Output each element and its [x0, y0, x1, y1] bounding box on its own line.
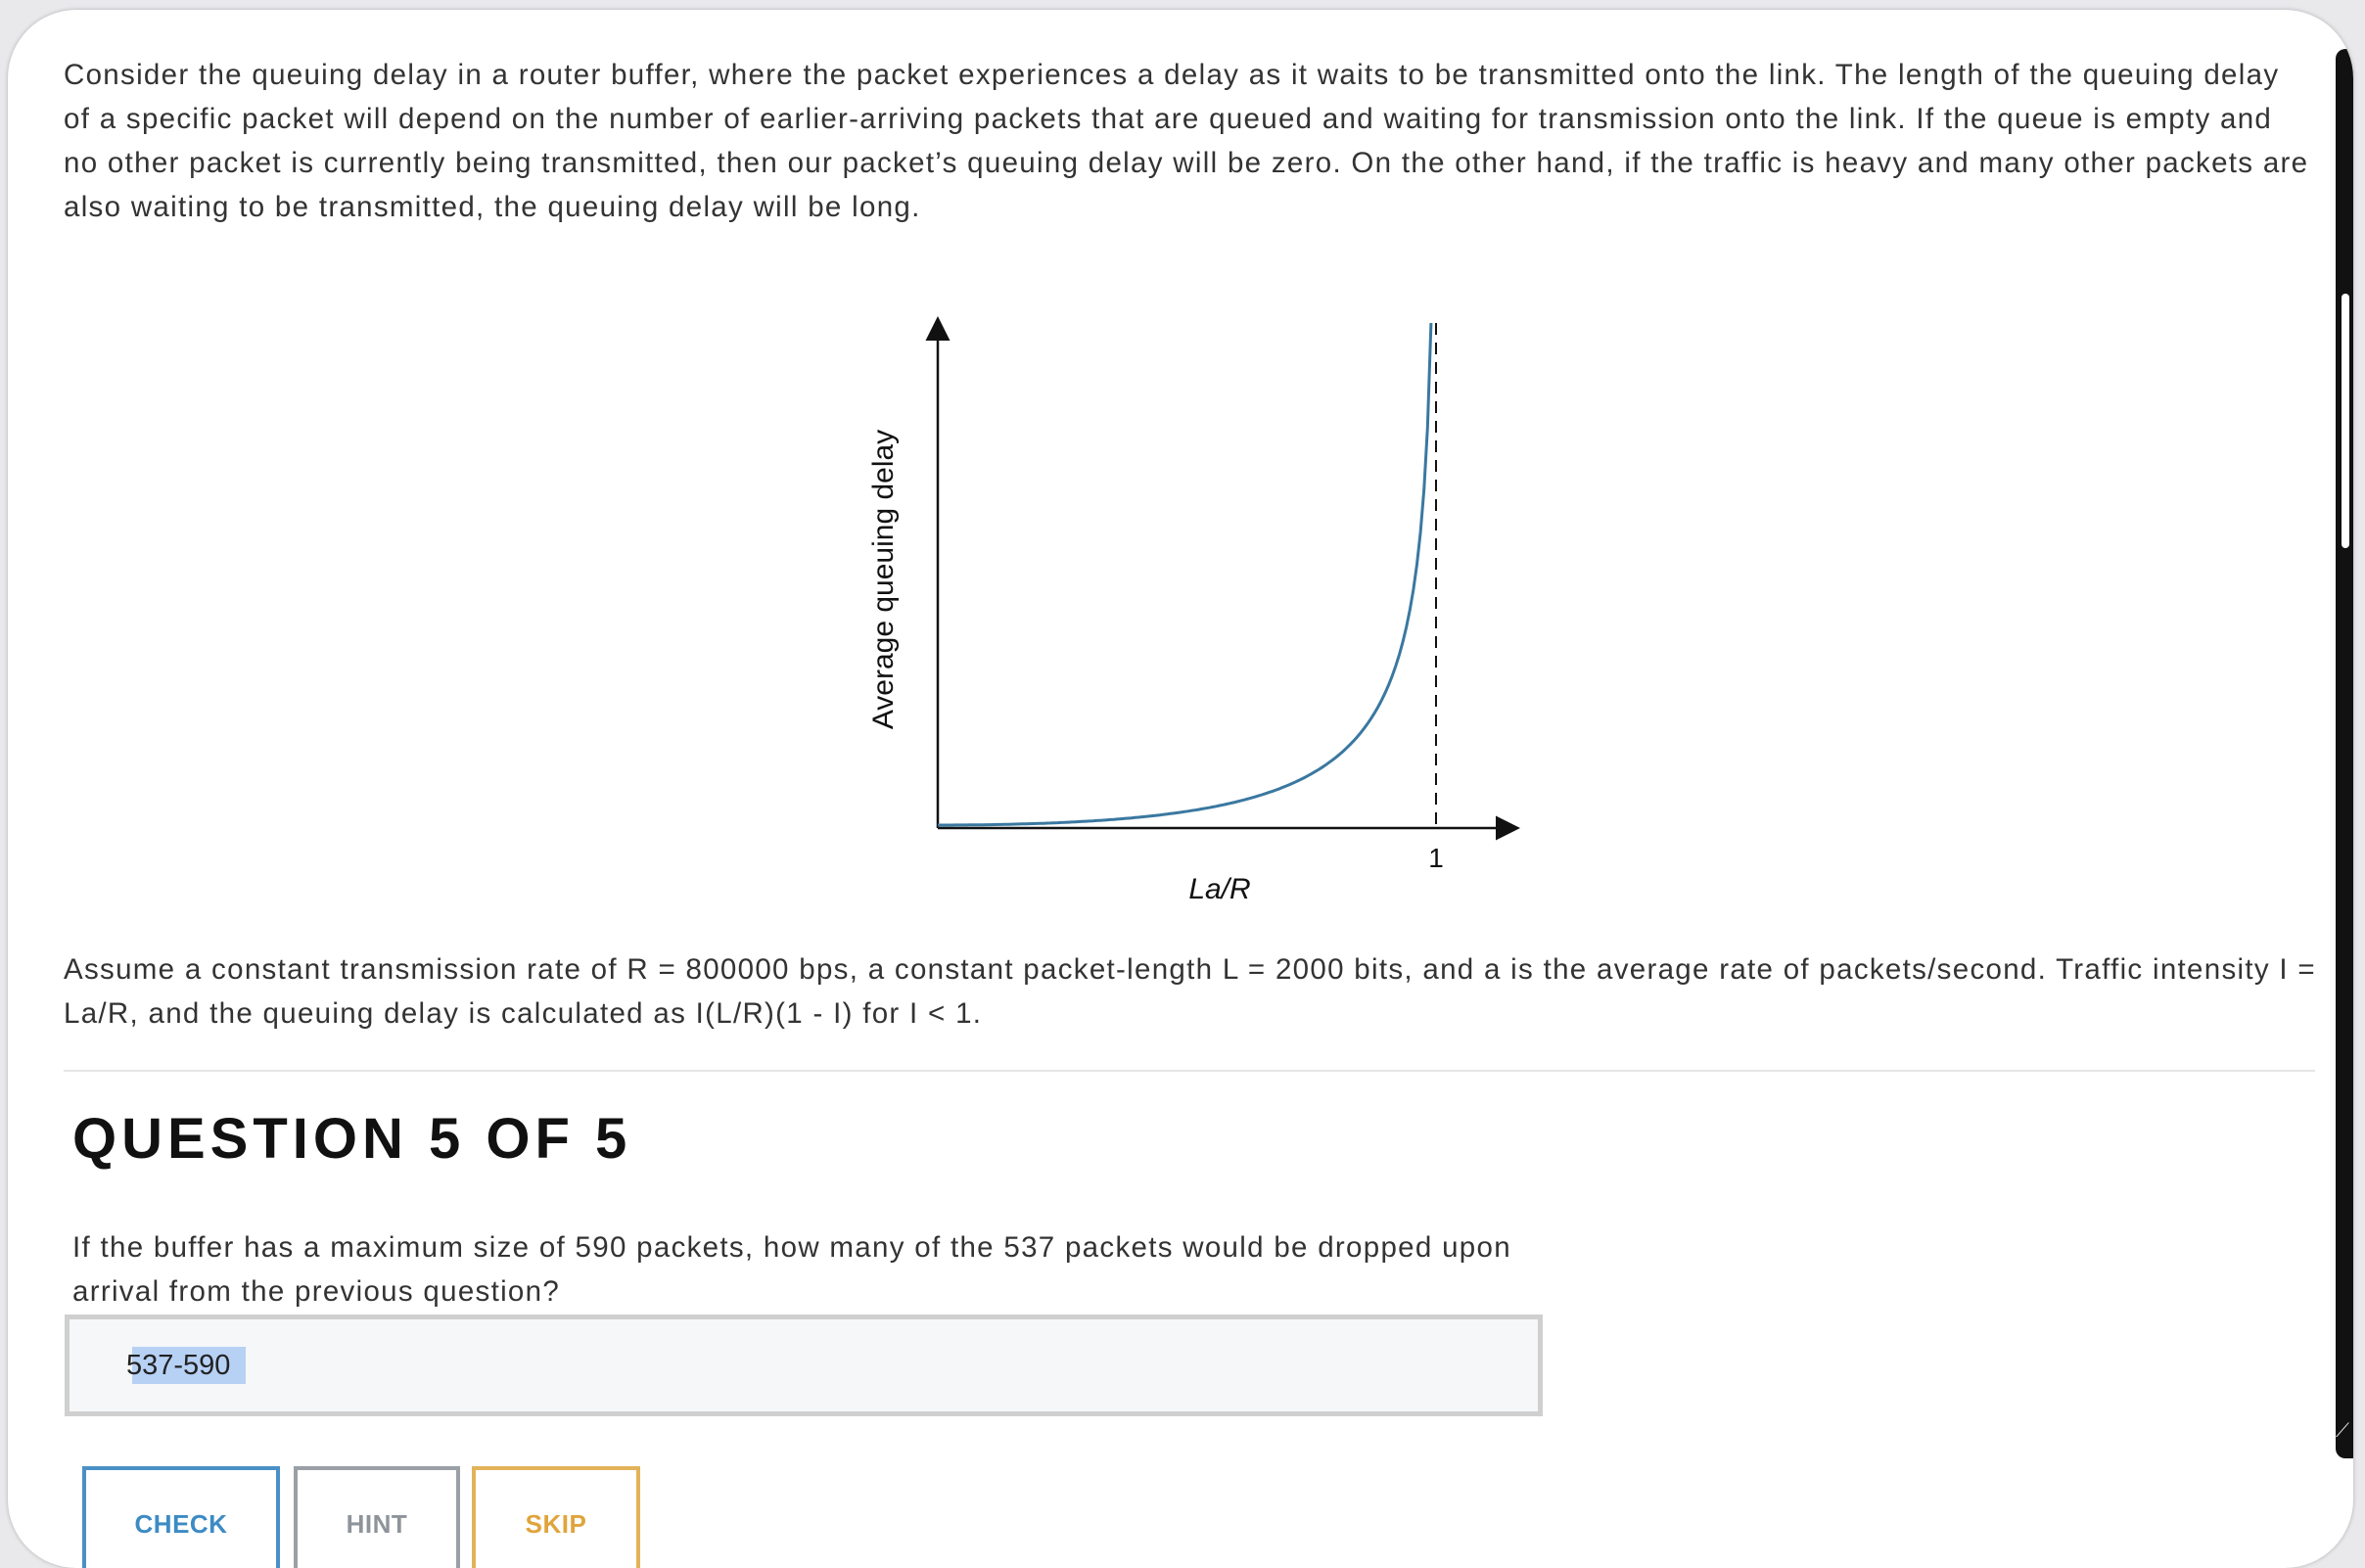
window-edge-scrollbar[interactable] [2336, 49, 2353, 1458]
x-axis-label: La/R [1188, 873, 1251, 905]
x-tick-label: 1 [1428, 843, 1444, 873]
check-button[interactable]: CHECK [82, 1466, 280, 1568]
assumption-paragraph: Assume a constant transmission rate of R = 800000 bps, a constant packet-length L = 2000 bits, and a is the average rate of packets/second. Traffic intensity I = La/R, and the queuing delay is calculated as I(L/R)(1 - I) for I < 1. [64, 953, 2316, 1030]
question-title: QUESTION 5 OF 5 [72, 1107, 632, 1171]
intro-paragraph: Consider the queuing delay in a router buffer, where the packet experiences a delay as it waits to be transmitted onto the link. The length of the queuing delay of a specific packet will depend on the number of earlier-arriving packets that are queued and waiting for transmission onto the link. If the queue is empty and no other packet is currently being transmitted, then our packet’s queuing delay will be zero. On the other hand, if the traffic is heavy and many other packets are also waiting to be transmitted, the queuing delay will be long. [64, 59, 2309, 223]
queuing-delay-chart [840, 303, 1525, 920]
app-window [8, 10, 2353, 1568]
skip-button[interactable]: SKIP [472, 1466, 640, 1568]
answer-field[interactable] [65, 1314, 1543, 1416]
resize-grip-icon[interactable]: ⟋ [2336, 1418, 2349, 1442]
chart-svg [840, 303, 1525, 920]
scrollbar-thumb[interactable] [2342, 294, 2349, 548]
question-text: If the buffer has a maximum size of 590 packets, how many of the 537 packets would be dropped upon arrival from the previous question? [72, 1231, 1511, 1308]
answer-input[interactable] [70, 1319, 1538, 1411]
series-line [938, 323, 1431, 825]
y-axis-label: Average queuing delay [867, 429, 900, 730]
section-divider [64, 1070, 2315, 1072]
hint-button[interactable]: HINT [294, 1466, 460, 1568]
